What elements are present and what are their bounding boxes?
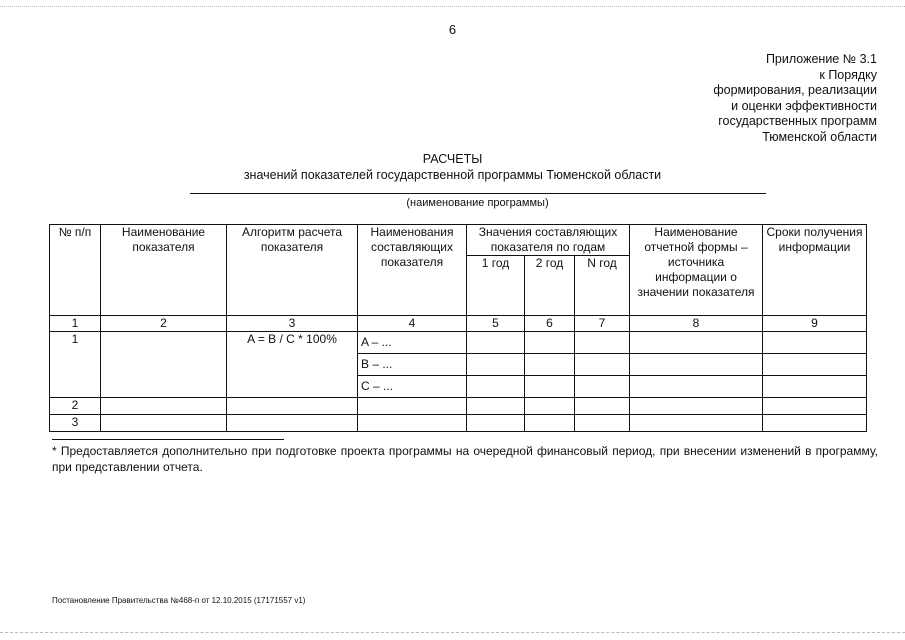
component-cell: A – ... <box>358 332 467 354</box>
value-cell <box>575 332 630 354</box>
header-year-n: N год <box>575 256 630 316</box>
appendix-line: Тюменской области <box>762 129 877 144</box>
col-number: 9 <box>763 316 867 332</box>
header-year-2: 2 год <box>525 256 575 316</box>
indicator-cell <box>101 398 227 415</box>
value-cell <box>575 415 630 432</box>
algorithm-cell <box>227 398 358 415</box>
algorithm-cell: A = B / C * 100% <box>227 332 358 398</box>
header-report-form: Наименование отчетной формы – источника информации о значении показателя <box>630 225 763 316</box>
appendix-line: к Порядку <box>819 67 877 82</box>
col-number: 1 <box>50 316 101 332</box>
value-cell <box>525 354 575 376</box>
table-row <box>50 398 867 415</box>
page-number: 6 <box>448 22 457 37</box>
value-cell <box>525 376 575 398</box>
col-number: 7 <box>575 316 630 332</box>
header-year-1: 1 год <box>467 256 525 316</box>
value-cell <box>525 415 575 432</box>
program-name-caption: (наименование программы) <box>406 197 549 209</box>
header-algorithm: Алгоритм расчета показателя <box>227 225 358 316</box>
program-name-line <box>190 193 766 194</box>
row-number: 1 <box>50 332 101 398</box>
deadline-cell <box>763 376 867 398</box>
component-cell <box>358 398 467 415</box>
calculation-table <box>49 224 867 432</box>
report-form-cell <box>630 354 763 376</box>
appendix-line: и оценки эффективности <box>731 98 877 113</box>
col-number: 3 <box>227 316 358 332</box>
value-cell <box>467 354 525 376</box>
col-number: 4 <box>358 316 467 332</box>
header-values-group: Значения составляющих показателя по годам <box>467 225 630 256</box>
col-number: 6 <box>525 316 575 332</box>
title-sub: значений показателей государственной программы Тюменской области <box>243 168 662 182</box>
indicator-cell <box>101 332 227 398</box>
deadline-cell <box>763 354 867 376</box>
deadline-cell <box>763 398 867 415</box>
value-cell <box>575 354 630 376</box>
title-main: РАСЧЕТЫ <box>422 152 483 166</box>
scan-edge-top <box>0 0 905 7</box>
deadline-cell <box>763 332 867 354</box>
report-form-cell <box>630 376 763 398</box>
indicator-cell <box>101 415 227 432</box>
appendix-line: государственных программ <box>718 114 877 128</box>
appendix-line: формирования, реализации <box>713 83 877 97</box>
header-deadline: Сроки получения информации <box>763 225 867 316</box>
col-number: 2 <box>101 316 227 332</box>
header-row <box>50 225 867 256</box>
row-number: 3 <box>50 415 101 432</box>
report-form-cell <box>630 398 763 415</box>
table-row <box>50 415 867 432</box>
deadline-cell <box>763 415 867 432</box>
header-indicator: Наименование показателя <box>101 225 227 316</box>
value-cell <box>525 398 575 415</box>
footnote: * Предоставляется дополнительно при подготовке проекта программы на очередной финансовый период, при внесении изменений в программу, при представлении отчета. <box>52 444 878 474</box>
header-components: Наименования составляющих показателя <box>358 225 467 316</box>
header-num: № п/п <box>50 225 101 316</box>
report-form-cell <box>630 415 763 432</box>
appendix-line: Приложение № 3.1 <box>765 52 877 66</box>
scan-edge-bottom <box>0 632 905 634</box>
value-cell <box>467 332 525 354</box>
component-cell: B – ... <box>358 354 467 376</box>
row-number: 2 <box>50 398 101 415</box>
table-row <box>50 332 867 354</box>
value-cell <box>575 398 630 415</box>
document-footer: Постановление Правительства №468-п от 12.10.2015 (17171557 v1) <box>52 596 306 605</box>
document-title <box>0 151 905 183</box>
report-form-cell <box>630 332 763 354</box>
value-cell <box>467 376 525 398</box>
col-number: 8 <box>630 316 763 332</box>
appendix-header <box>713 52 877 145</box>
value-cell <box>467 415 525 432</box>
value-cell <box>575 376 630 398</box>
value-cell <box>525 332 575 354</box>
algorithm-cell <box>227 415 358 432</box>
component-cell: C – ... <box>358 376 467 398</box>
col-number: 5 <box>467 316 525 332</box>
value-cell <box>467 398 525 415</box>
column-number-row <box>50 316 867 332</box>
component-cell <box>358 415 467 432</box>
footnote-separator <box>52 439 284 440</box>
